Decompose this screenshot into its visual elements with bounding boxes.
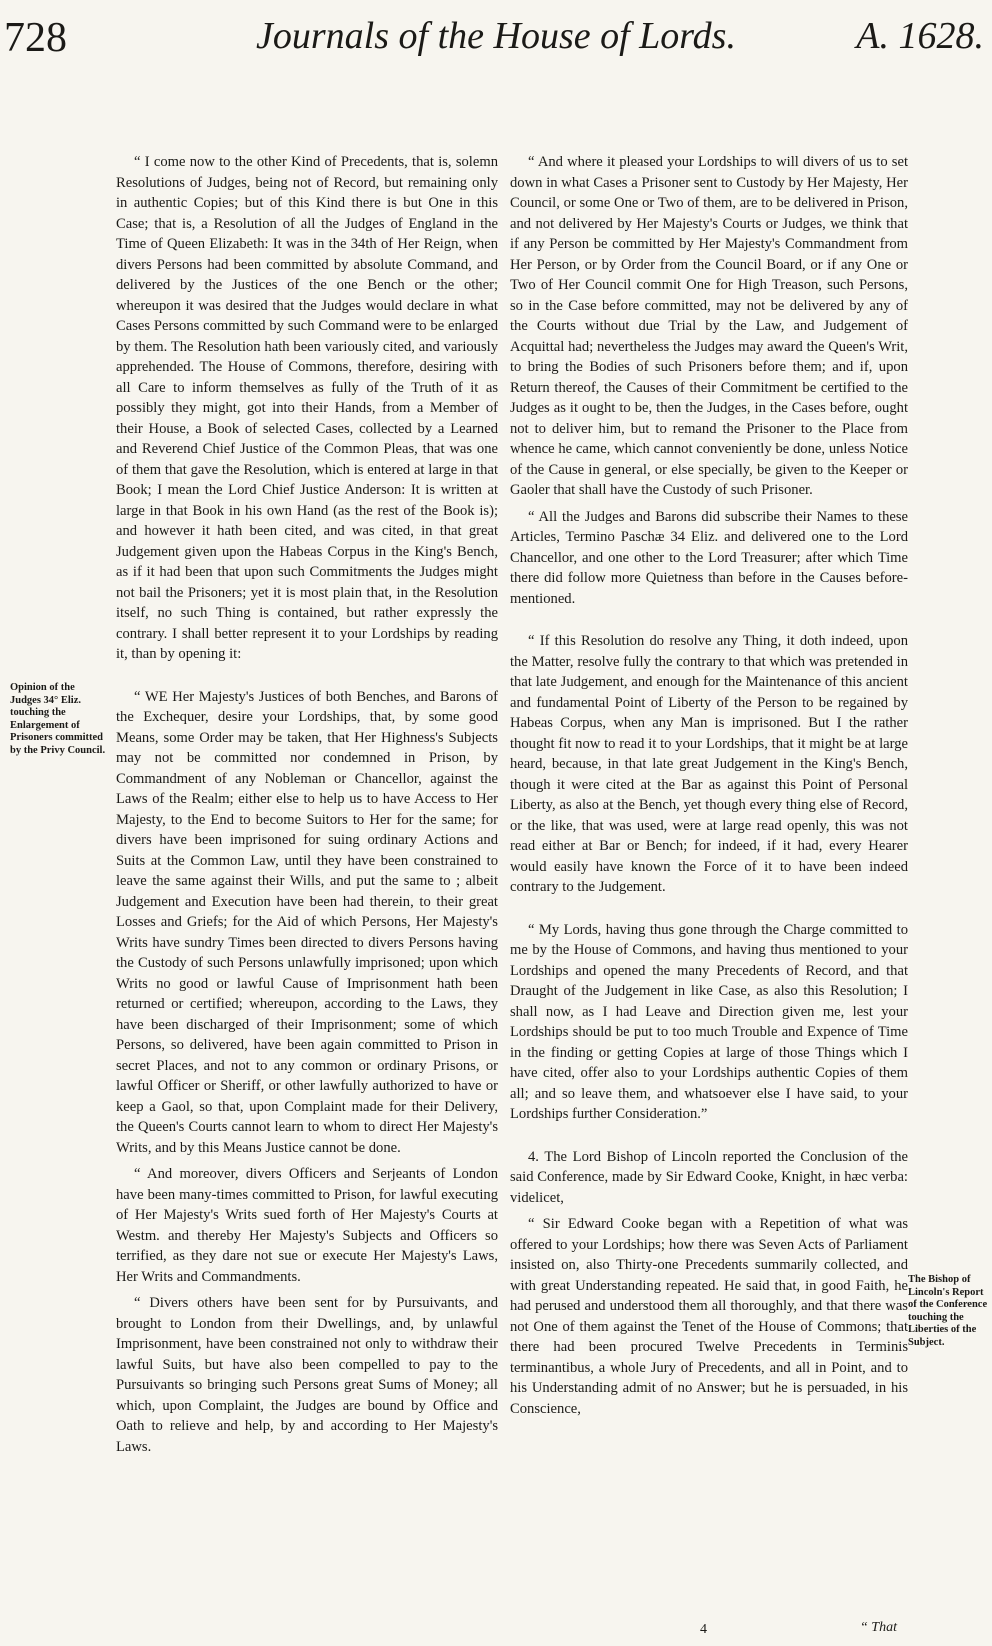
paragraph: “ WE Her Majesty's Justices of both Benches, and Barons of the Exchequer, desire your Lordships, that, by some good Means, some Order may be taken, that Her Highness's Subjects may not be committed nor condemned in Prison, by Commandment of any Nobleman or Chancellor, against the Laws of the Realm; either else to help us to have Access to Her Majesty, to the End to become Suitors to Her for the same; for divers have been imprisoned for suing ordinary Actions and Suits at the Common Law, until they have been constrained to leave the same against their Wills, and put the same to ; albeit Judgement and Execution have been had therein, to their great Losses and Griefs; for the Aid of which Persons, Her Majesty's Writs have sundry Times been directed to divers Persons having the Custody of such Persons unlawfully imprisoned; upon which Writs no good or lawful Cause of Imprisonment hath been returned or certified; whereupon, according to the Laws, they have been discharged of their Imprisonment; some of which Persons, so delivered, have been again committed to Prison in secret Places, and not to any common or ordinary Prisons, or lawful Officer or Sheriff, or other lawfully authorized to have or keep a Gaol, so that, upon Complaint made for their Delivery, the Queen's Courts cannot learn to whom to direct Her Majesty's Writs, and by this Means Justice cannot be done. bbox=[116, 688, 498, 1156]
running-title: Journals of the House of Lords. bbox=[256, 15, 736, 57]
paragraph: “ Divers others have been sent for by Pursuivants, and brought to London from their Dwellings, and, by unlawful Imprisonment, have been constrained not only to withdraw their lawful Suits, but have also been compelled to pay to the Pursuivants so bringing such Persons great Sums of Money; all which, upon Complaint, the Judges are bound by Office and Oath to relieve and help, by and according to Her Majesty's Laws. bbox=[116, 1295, 498, 1455]
margin-note-left: Opinion of the Judges 34° Eliz. touching the Enlargement of Prisoners committed by the Privy Council. bbox=[10, 682, 106, 756]
right-column bbox=[510, 152, 908, 1425]
signature-mark: 4 bbox=[700, 1622, 707, 1637]
paragraph: “ And moreover, divers Officers and Serjeants of London have been many-times committed to Prison, for lawful executing of Her Majesty's Writs sued forth of Her Majesty's Courts at Westm. and thereby Her Majesty's Subjects and Officers so terrified, as they dare not sue or execute Her Majesty's Laws, Her Writs and Commandments. bbox=[116, 1166, 498, 1285]
catchword: “ That bbox=[860, 1620, 897, 1635]
left-column bbox=[116, 152, 498, 1463]
margin-note-right: The Bishop of Lincoln's Report of the Conference touching the Liberties of the Subject. bbox=[908, 1274, 988, 1348]
paragraph: “ Sir Edward Cooke began with a Repetition of what was offered to your Lordships; how there was Seven Acts of Parliament insisted on, also Thirty-one Precedents summarily collected, and with great Understanding repeated. He said that, in good Faith, he had perused and understood them all thoroughly, and that there was not One of them against the Tenet of the House of Commons; that there had been procured Twelve Precedents in Terminis terminantibus, a whole Jury of Precedents, and all in Point, and to his Understanding admit of no Answer; but he is persuaded, in his Conscience, bbox=[510, 1216, 908, 1417]
year-marker: A. 1628. bbox=[856, 15, 984, 57]
paragraph: “ I come now to the other Kind of Precedents, that is, solemn Resolutions of Judges, being not of Record, but remaining only in authentic Copies; but of this Kind there is but One in this Case; that is, a Resolution of all the Judges of England in the Time of Queen Elizabeth: It was in the 34th of Her Reign, when divers Persons had been committed by absolute Command, and delivered by the Justices of the one Bench or the other; whereupon it was desired that the Judges would declare in what Cases Persons committed by such Command were to be enlarged by them. The Resolution hath been variously cited, and variously apprehended. The House of Commons, therefore, desiring with all Care to inform themselves as fully of the Truth of it as possibly they might, got into their Hands, from a Member of their House, a Book of selected Cases, collected by a Learned and Reverend Chief Justice of the Common Pleas, that was one of them that gave the Resolution, which is entered at large in that Book; I mean the Lord Chief Justice Anderson: It is written at large in that Book in his own Hand (as the rest of the Book is); and however it hath been cited, and was cited, in that great Judgement given upon the Habeas Corpus in the King's Bench, as if it had been that upon such Commitments the Judges might not bail the Prisoners; yet it is most plain that, in the Resolution itself, no such Thing is contained, but rather expressly the contrary. I shall better represent it to your Lordships by reading it, than by opening it: bbox=[116, 154, 498, 662]
page-number: 728 bbox=[4, 15, 67, 61]
paragraph: “ And where it pleased your Lordships to will divers of us to set down in what Cases a Prisoner sent to Custody by Her Majesty, Her Council, or some One or Two of them, are to be delivered in Prison, and not delivered by Her Majesty's Courts or Judges, we think that if any Person be committed by Her Majesty's Commandment from Her Person, or by Order from the Council Board, or if any One or Two of Her Council commit One for High Treason, such Persons, so in the Case before committed, may not be delivered by any of the Courts without due Trial by the Law, and Judgement of Acquittal had; nevertheless the Judges may award the Queen's Writ, to bring the Bodies of such Prisoners before them; and if, upon Return thereof, the Causes of their Commitment be certified to the Judges as it ought to be, then the Judges, in the Cases before, ought not to deliver him, but to remand the Prisoner to the Place from whence he came, which cannot conveniently be done, unless Notice of the Cause in general, or else specially, be given to the Keeper or Gaoler that shall have the Custody of such Prisoner. bbox=[510, 154, 908, 498]
paragraph: “ All the Judges and Barons did subscribe their Names to these Articles, Termino Paschæ 34 Eliz. and delivered one to the Lord Chancellor, and one other to the Lord Treasurer; after which Time there did follow more Quietness than before in the Causes before-mentioned. bbox=[510, 508, 908, 607]
page-header bbox=[0, 6, 992, 76]
paragraph: “ If this Resolution do resolve any Thing, it doth indeed, upon the Matter, resolve fully the contrary to that which was pretended in that late Judgement, and enough for the Maintenance of this ancient and fundamental Point of Liberty of the Person to be regained by Habeas Corpus, when any Man is imprisoned. But I the rather thought fit now to read it to your Lordships, that it might be at large heard, because, in that late great Judgement in the King's Bench, though it were cited at the Bar as against this Point of Personal Liberty, as also at the Bench, yet though every thing else of Record, or the like, that was used, were at large read openly, this was not read either at Bar or Bench; for indeed, if it had, every Hearer would easily have known the Force of it to have been indeed contrary to the Judgement. bbox=[510, 633, 908, 895]
report-entry: 4. The Lord Bishop of Lincoln reported the Conclusion of the said Conference, made by Sir Edward Cooke, Knight, in hæc verba: videlicet, bbox=[510, 1148, 908, 1206]
paragraph: “ My Lords, having thus gone through the Charge committed to me by the House of Commons, and having thus mentioned to your Lordships and opened the many Precedents of Record, and that Draught of the Judgement in like Case, as also this Resolution; I shall now, as I had Leave and Direction given me, lest your Lordships should be put to too much Trouble and Expence of Time in the finding or getting Copies at large of those Things which I have cited, offer also to your Lordships authentic Copies of them all; and so leave them, and whatsoever else I have said, to your Lordships further Consideration.” bbox=[510, 921, 908, 1122]
